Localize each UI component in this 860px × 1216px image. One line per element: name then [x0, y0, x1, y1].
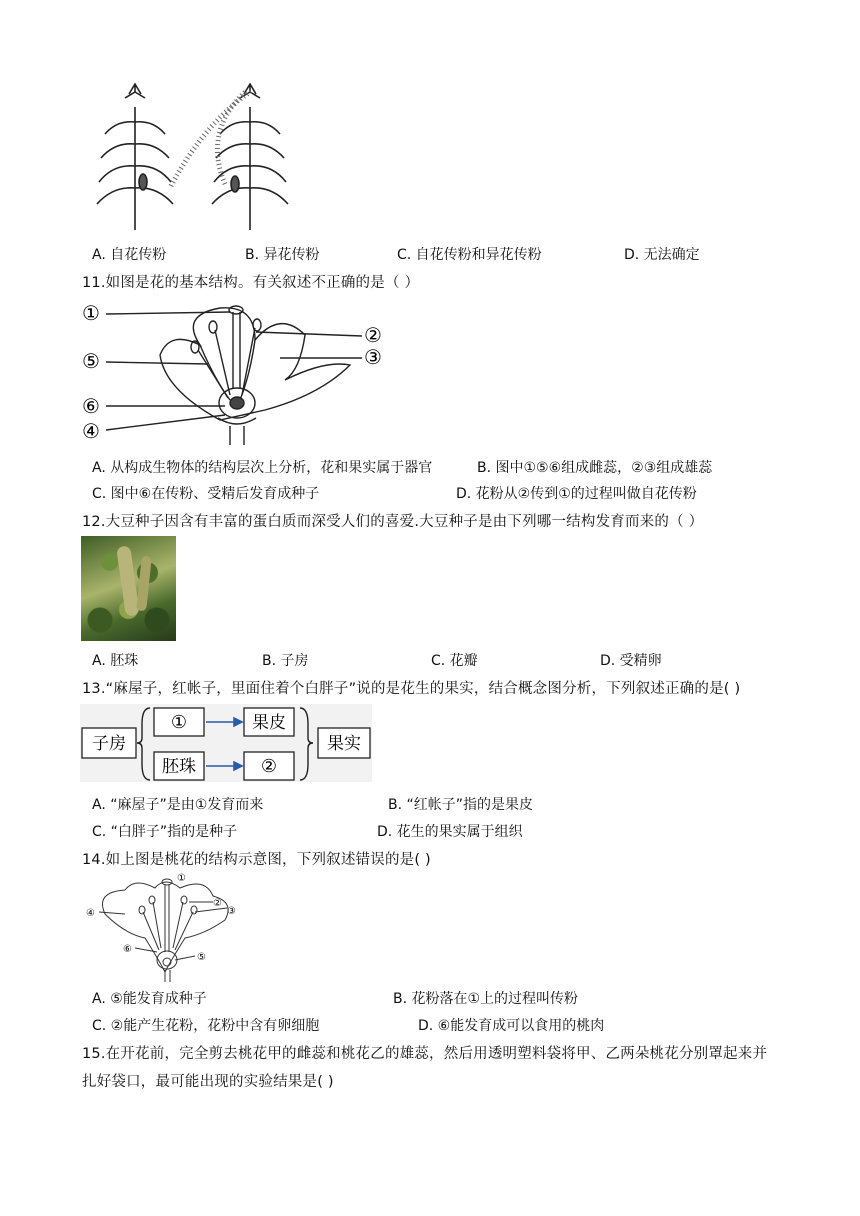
- q10-option-a[interactable]: A. 自花传粉: [92, 247, 167, 263]
- q15-stem-line-1: 15.在开花前，完全剪去桃花甲的雌蕊和桃花乙的雄蕊，然后用透明塑料袋将甲、乙两朵桃花分别罩起来并: [82, 1046, 768, 1062]
- q15-stem-line-2: 扎好袋口，最可能出现的实验结果是( ): [82, 1074, 334, 1090]
- q11-stem: 11.如图是花的基本结构。有关叙述不正确的是（ ）: [82, 275, 420, 291]
- q10-option-b[interactable]: B. 异花传粉: [245, 247, 320, 263]
- corn-pollination-illustration: [85, 82, 295, 232]
- peanut-concept-diagram: [80, 704, 372, 782]
- flower-label-2: ②: [364, 323, 382, 347]
- flower-label-5: ⑤: [82, 349, 100, 373]
- q10-option-d[interactable]: D. 无法确定: [624, 247, 700, 263]
- q11-option-c[interactable]: C. 图中⑥在传粉、受精后发育成种子: [92, 486, 320, 502]
- diagram-box-2: ②: [260, 756, 278, 777]
- q12-option-c[interactable]: C. 花瓣: [431, 653, 478, 669]
- q14-option-d[interactable]: D. ⑥能发育成可以食用的桃肉: [418, 1018, 605, 1034]
- q13-option-d[interactable]: D. 花生的果实属于组织: [377, 824, 523, 840]
- q12-option-d[interactable]: D. 受精卵: [600, 653, 662, 669]
- diagram-ovary: 子房: [92, 734, 126, 754]
- q10-option-c[interactable]: C. 自花传粉和异花传粉: [397, 247, 542, 263]
- flower-label-6: ⑥: [82, 394, 100, 418]
- flower-structure-diagram: [80, 300, 390, 450]
- soybean-plant-photo: [81, 536, 176, 641]
- q14-option-a[interactable]: A. ⑤能发育成种子: [92, 991, 207, 1007]
- peach-label-1: ①: [177, 873, 186, 884]
- q12-option-b[interactable]: B. 子房: [262, 653, 309, 669]
- q11-option-d[interactable]: D. 花粉从②传到①的过程叫做自花传粉: [456, 486, 697, 502]
- q12-stem: 12.大豆种子因含有丰富的蛋白质而深受人们的喜爱.大豆种子是由下列哪一结构发育而来的（ ）: [82, 514, 704, 530]
- q13-stem: 13.“麻屋子，红帐子，里面住着个白胖子”说的是花生的果实，结合概念图分析，下列叙述正确的是( ): [82, 681, 741, 697]
- peach-label-3: ③: [227, 906, 236, 917]
- q13-option-a[interactable]: A. “麻屋子”是由①发育而来: [92, 797, 264, 813]
- q11-option-b[interactable]: B. 图中①⑤⑥组成雌蕊，②③组成雄蕊: [477, 460, 713, 476]
- diagram-box-1: ①: [170, 712, 188, 733]
- q13-option-c[interactable]: C. “白胖子”指的是种子: [92, 824, 238, 840]
- q11-option-a[interactable]: A. 从构成生物体的结构层次上分析，花和果实属于器官: [92, 460, 433, 476]
- q12-option-a[interactable]: A. 胚珠: [92, 653, 139, 669]
- flower-label-3: ③: [364, 345, 382, 369]
- q14-stem: 14.如上图是桃花的结构示意图，下列叙述错误的是( ): [82, 852, 431, 868]
- diagram-fruit: 果实: [327, 734, 361, 754]
- peach-label-6: ⑥: [123, 944, 132, 955]
- q13-option-b[interactable]: B. “红帐子”指的是果皮: [388, 797, 534, 813]
- diagram-ovule: 胚珠: [162, 757, 196, 777]
- peach-label-4: ④: [86, 908, 95, 919]
- diagram-pericarp: 果皮: [252, 713, 286, 733]
- flower-label-4: ④: [82, 419, 100, 443]
- peach-flower-diagram: [85, 872, 245, 982]
- q14-option-c[interactable]: C. ②能产生花粉，花粉中含有卵细胞: [92, 1018, 320, 1034]
- peach-label-2: ②: [213, 898, 222, 909]
- peach-label-5: ⑤: [197, 952, 206, 963]
- q14-option-b[interactable]: B. 花粉落在①上的过程叫传粉: [393, 991, 579, 1007]
- flower-label-1: ①: [82, 301, 100, 325]
